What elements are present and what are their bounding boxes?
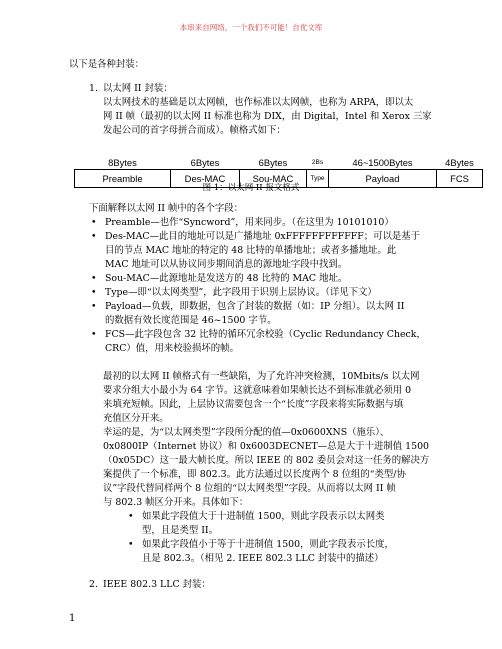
paragraph-line: 幸运的是，为“以太网类型”字段所分配的值—0x0600XNS（施乐）、	[103, 427, 390, 438]
section-1-paragraph-line: 以太网技术的基础是以太网帧，也作标准以太网帧，也称为 ARPA，即以太	[103, 97, 414, 108]
list-item-text: Des-MAC—此目的地址可以是广播地址 0xFFFFFFFFFFFF；可以是基于	[105, 231, 421, 242]
field-des-mac: Des-MAC	[171, 170, 240, 188]
section-1-number: 1.	[89, 83, 98, 94]
watermark: 本串来自网络，一个我们不可能！自优文库	[179, 23, 323, 32]
section-2-title: IEEE 802.3 LLC 封装：	[103, 579, 211, 590]
section-1-title: 以太网 II 封装：	[103, 83, 173, 94]
paragraph-line: 与 802.3 帧区分开来。具体如下：	[103, 497, 249, 508]
bullet-icon: •	[91, 287, 97, 298]
field-preamble: Preamble	[75, 170, 171, 188]
size-label: 4Bytes	[445, 157, 474, 168]
size-label: 6Bytes	[258, 157, 288, 168]
size-label: 8Bytes	[108, 157, 137, 168]
bullet-icon: •	[128, 511, 134, 522]
list-item-text: Payload—负载，即数据，包含了封装的数据（如：IP 分组）。以太网 II	[105, 301, 405, 312]
list-item-text: 如果此字段值小于等于十进制值 1500，则此字段表示长度，	[142, 539, 394, 550]
list-item-text: Type—即“以太网类型”，此字段用于识别上层协议。（详见下文）	[105, 287, 377, 298]
list-item-text: 如果此字段值大于十进制值 1500，则此字段表示以太网类	[142, 511, 385, 522]
section-1-paragraph-line: 发起公司的首字母拼合而成）。帧格式如下：	[103, 125, 286, 136]
paragraph-line: 议”字段代替同样两个 8 位组的“以太网类型”字段。从而将以太网 II 帧	[103, 483, 396, 494]
field-payload: Payload	[329, 170, 437, 188]
paragraph-line: （0x05DC）这一最大帧长度。所以 IEEE 的 802 委员会对这一任务的解决方	[103, 455, 430, 466]
list-item-text: FCS—此字段包含 32 比特的循环冗余校验（Cyclic Redundancy Check，	[105, 329, 426, 340]
bullet-icon: •	[91, 329, 97, 340]
section-2-number: 2.	[89, 579, 98, 590]
section-1-paragraph-line: 网 II 帧（最初的以太网 II 标准也称为 DIX，由 Digital，Intel 和 Xerox 三家	[103, 111, 432, 122]
bullet-icon: •	[91, 301, 97, 312]
paragraph-line: 案提供了一个标准，即 802.3。此方法通过以长度两个 8 位组的“类型/协	[103, 469, 406, 480]
paragraph-line: 0x0800IP（Internet 协议）和 0x6003DECNET—总是大于十进制值 1500	[103, 441, 430, 452]
field-fcs: FCS	[437, 170, 483, 188]
list-item-text: Preamble—也作“Syncword”，用来同步。（在这里为 10101010）	[105, 217, 394, 228]
size-label: 46~1500Bytes	[352, 157, 413, 168]
bullet-icon: •	[91, 217, 97, 228]
field-sou-mac: Sou-MAC	[240, 170, 307, 188]
list-item-text: 目的节点 MAC 地址的特定的 48 比特的单播地址；或者多播地址。此	[105, 245, 397, 256]
list-item-text: 型，且是类型 II。	[142, 525, 219, 536]
intro-text: 以下是各种封装：	[69, 59, 145, 70]
list-item-text: MAC 地址可以从协议同步期间消息的源地址字段中找到。	[105, 259, 348, 270]
paragraph-line: 要求分组大小最小为 64 字节。这就意味着如果帧长达不到标准就必须用 0	[103, 385, 412, 396]
size-label: 2Bs	[311, 159, 324, 166]
paragraph-line: 充值区分开来。	[103, 413, 169, 424]
list-item-text: 的数据有效长度范围是 46~1500 字节。	[105, 315, 277, 326]
explain-intro: 下面解释以太网 II 帧中的各个字段：	[89, 203, 243, 214]
list-item-text: CRC）值，用来校验损坏的帧。	[105, 343, 239, 354]
list-item-text: Sou-MAC—此源地址是发送方的 48 比特的 MAC 地址。	[105, 273, 348, 284]
bullet-icon: •	[128, 539, 134, 550]
field-type: Type	[307, 170, 329, 188]
bullet-icon: •	[91, 231, 97, 242]
paragraph-line: 来填充短帧。因此，上层协议需要包含一个“长度”字段来将实际数据与填	[103, 399, 404, 410]
page-number: 1	[69, 613, 76, 624]
bullet-icon: •	[91, 273, 97, 284]
figure-caption: 图 1：以太网 II 报文格式	[202, 183, 300, 193]
paragraph-line: 最初的以太网 II 帧格式有一些缺陷，为了允许冲突检测，10Mbits/s 以太网	[103, 371, 420, 382]
list-item-text: 且是 802.3。（相见 2. IEEE 802.3 LLC 封装中的描述）	[142, 553, 384, 564]
size-label: 6Bytes	[190, 157, 220, 168]
